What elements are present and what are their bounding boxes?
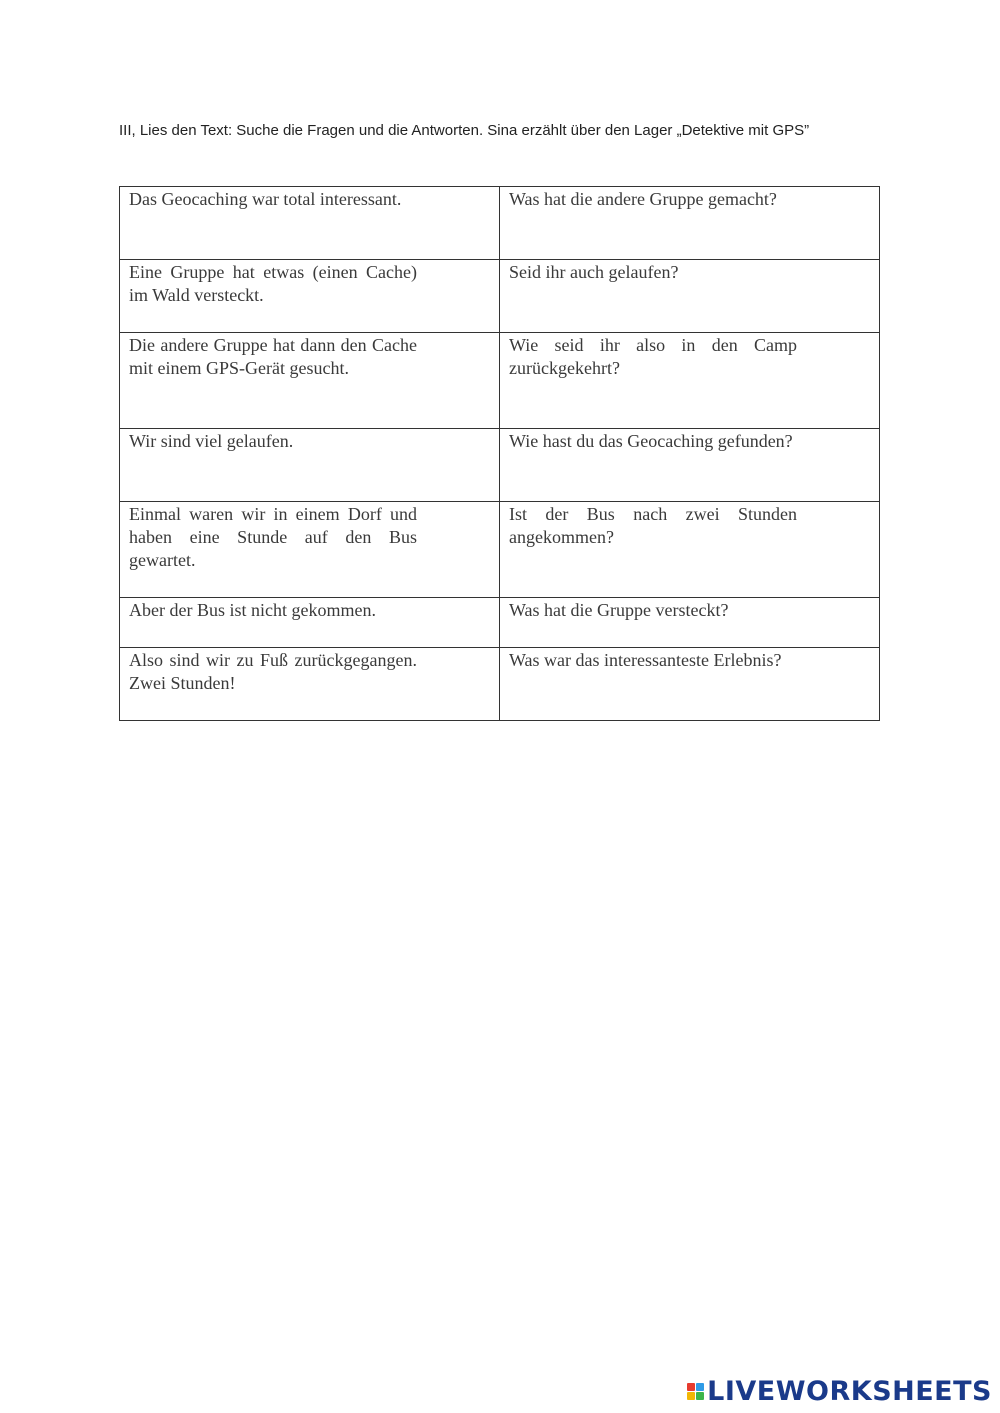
table-row [120, 648, 880, 721]
table-row [120, 598, 880, 648]
table-row [120, 260, 880, 333]
logo-square-yellow [687, 1392, 695, 1400]
answer-cell [120, 502, 500, 598]
liveworksheets-brand[interactable] [687, 1376, 992, 1407]
liveworksheets-logo-icon [687, 1377, 704, 1407]
logo-square-red [687, 1383, 695, 1391]
answer-cell [120, 598, 500, 648]
answer-text: Das Geocaching war total interessant. [129, 189, 402, 209]
question-text: Wie seid ihr also in den Camp zurückgekehrt? [509, 335, 797, 378]
instructions-text: III, Lies den Text: Suche die Fragen und die Antworten. Sina erzählt über den Lager „Detektive mit GPS” [119, 122, 810, 139]
question-text: Was hat die Gruppe versteckt? [509, 600, 729, 620]
table-row [120, 429, 880, 502]
logo-square-green [696, 1392, 704, 1400]
question-cell [500, 648, 880, 721]
question-cell [500, 260, 880, 333]
answer-text: Die andere Gruppe hat dann den Cache mit einem GPS-Gerät gesucht. [129, 335, 417, 378]
answer-text: Aber der Bus ist nicht gekommen. [129, 600, 376, 620]
answer-text: Einmal waren wir in einem Dorf und haben eine Stunde auf den Bus gewartet. [129, 504, 417, 570]
table-row [120, 502, 880, 598]
question-cell [500, 598, 880, 648]
answer-text: Eine Gruppe hat etwas (einen Cache) im Wald versteckt. [129, 262, 417, 305]
answer-cell [120, 187, 500, 260]
question-text: Wie hast du das Geocaching gefunden? [509, 431, 793, 451]
matching-table [119, 186, 880, 721]
question-text: Ist der Bus nach zwei Stunden angekommen? [509, 504, 797, 547]
answer-cell [120, 429, 500, 502]
answer-cell [120, 648, 500, 721]
question-cell [500, 333, 880, 429]
table-row [120, 187, 880, 260]
table-row [120, 333, 880, 429]
answer-cell [120, 333, 500, 429]
logo-square-blue [696, 1383, 704, 1391]
answer-cell [120, 260, 500, 333]
question-cell [500, 502, 880, 598]
question-text: Seid ihr auch gelaufen? [509, 262, 679, 282]
brand-name: LIVEWORKSHEETS [707, 1376, 992, 1407]
question-text: Was hat die andere Gruppe gemacht? [509, 189, 777, 209]
answer-text: Wir sind viel gelaufen. [129, 431, 294, 451]
question-text: Was war das interessanteste Erlebnis? [509, 650, 782, 670]
question-cell [500, 429, 880, 502]
answer-text: Also sind wir zu Fuß zurückgegangen. Zwei Stunden! [129, 650, 417, 693]
question-cell [500, 187, 880, 260]
